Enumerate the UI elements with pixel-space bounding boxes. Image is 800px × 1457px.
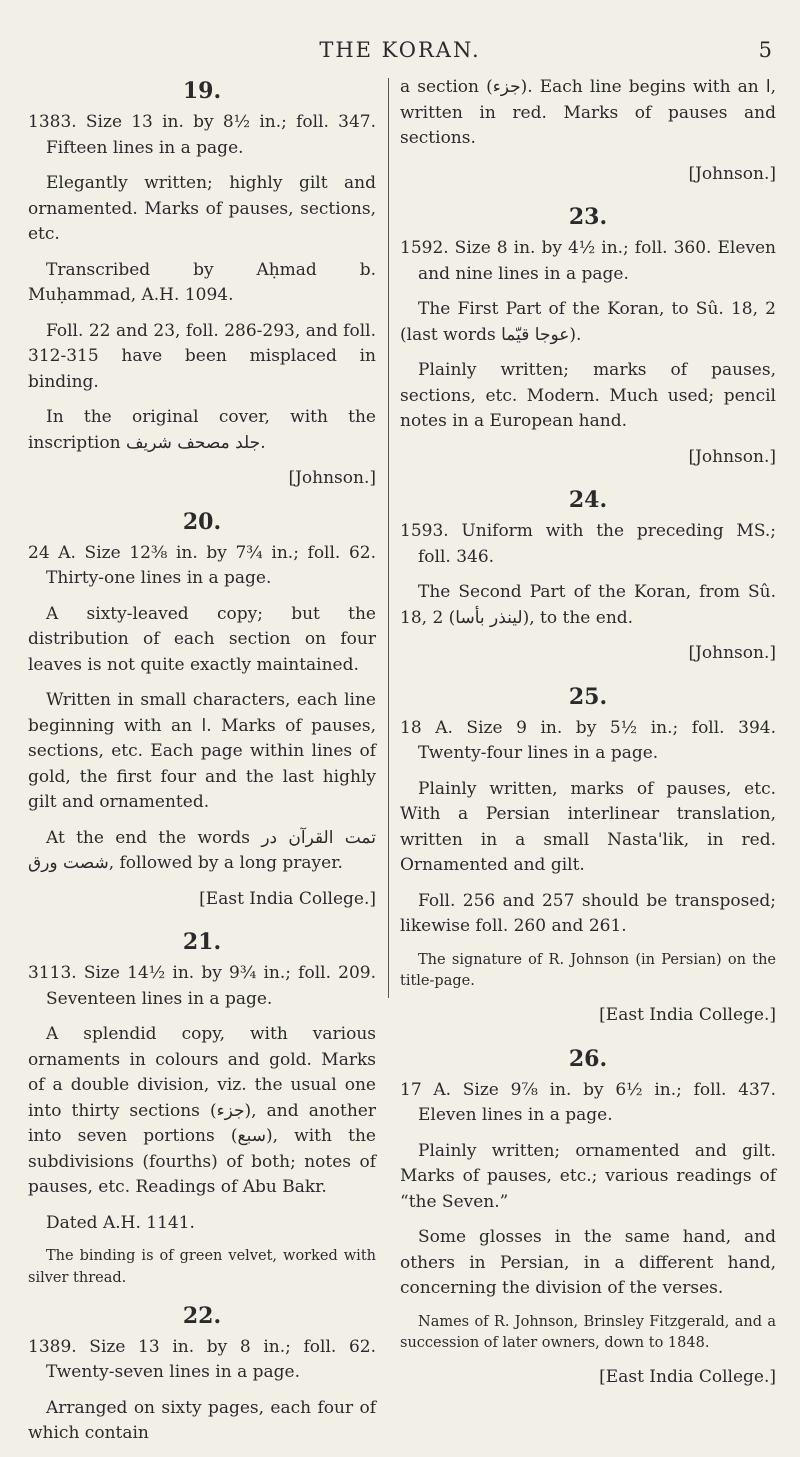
entry-number: 19. [182, 78, 222, 104]
entry-spec: 1593. Uniform with the preceding MS.; foll. 346. [400, 521, 776, 567]
source-label: [Johnson.] [688, 446, 776, 467]
entry-number: 21. [182, 929, 222, 955]
entry-text: Dated A.H. 1141. [46, 1212, 195, 1233]
entry-text: A splendid copy, with various ornaments in colours and gold. Marks of a double division, viz. the usual one into thirty sections (جزء), and another into seven portions (سبع), with the subdivisions (fourths) of both; notes of pauses, etc. Readings of Abu Bakr. [28, 1024, 376, 1197]
entry-spec: 17 A. Size 9⅞ in. by 6½ in.; foll. 437. Eleven lines in a page. [400, 1079, 776, 1125]
entry-text: The First Part of the Koran, to Sû. 18, 2 (last words عوجا قيّما). [400, 299, 776, 345]
entry-text: Foll. 256 and 257 should be transposed; likewise foll. 260 and 261. [400, 890, 776, 936]
entry-spec: 1383. Size 13 in. by 8½ in.; foll. 347. Fifteen lines in a page. [28, 112, 376, 158]
left-column [28, 75, 376, 1457]
entry-text: Written in small characters, each line beginning with an ا. Marks of pauses, sections, etc. Each page within lines of gold, the first four and the last highly gilt and ornamented. [28, 690, 376, 812]
column-divider [388, 78, 389, 998]
entry-number: 25. [568, 683, 608, 710]
entry-spec: 3113. Size 14½ in. by 9¾ in.; foll. 209. Seventeen lines in a page. [28, 963, 376, 1009]
entry-text: a section (جزء). Each line begins with an ا, written in red. Marks of pauses and sections. [400, 77, 776, 148]
entry-text: Plainly written; ornamented and gilt. Marks of pauses, etc.; various readings of “the Seven.” [400, 1140, 776, 1212]
entry-spec: 1389. Size 13 in. by 8 in.; foll. 62. Twenty-seven lines in a page. [28, 1336, 376, 1382]
source-label: [East India College.] [599, 1367, 776, 1387]
entry-note: Names of R. Johnson, Brinsley Fitzgerald, and a succession of later owners, down to 1848. [400, 1313, 776, 1352]
entry-text: Arranged on sixty pages, each four of which contain [28, 1397, 376, 1443]
entry-number: 26. [568, 1045, 608, 1072]
entry-text: Transcribed by Aḥmad b. Muḥammad, A.H. 1094. [28, 259, 376, 305]
entry-text: A sixty-leaved copy; but the distribution of each section on four leaves is not quite exactly maintained. [28, 603, 376, 675]
entry-note: The signature of R. Johnson (in Persian) on the title-page. [400, 951, 776, 990]
entry-text: At the end the words تمت القرآن در شصت ورق, followed by a long prayer. [28, 827, 376, 873]
source-label: [East India College.] [599, 1005, 776, 1025]
source-label: [East India College.] [199, 888, 376, 909]
source-label: [Johnson.] [688, 163, 776, 184]
entry-note: The binding is of green velvet, worked with silver thread. [28, 1248, 376, 1286]
entry-number: 24. [568, 487, 608, 513]
entry-text: Plainly written, marks of pauses, etc. With a Persian interlinear translation, written in a small Nasta'lik, in red. Ornamented and gilt. [400, 778, 776, 875]
source-label: [Johnson.] [688, 643, 776, 663]
entry-number: 23. [568, 204, 608, 230]
page-header [0, 38, 800, 68]
entry-text: Elegantly written; highly gilt and ornamented. Marks of pauses, sections, etc. [28, 173, 376, 244]
entry-text: Foll. 22 and 23, foll. 286-293, and foll. 312-315 have been misplaced in binding. [28, 320, 376, 392]
entry-spec: 18 A. Size 9 in. by 5½ in.; foll. 394. Twenty-four lines in a page. [400, 717, 776, 763]
page-number: 5 [758, 38, 772, 62]
entry-number: 22. [182, 1302, 222, 1329]
entry-spec: 24 A. Size 12⅜ in. by 7¾ in.; foll. 62. Thirty-one lines in a page. [28, 542, 376, 588]
running-title: THE KORAN. [319, 38, 481, 62]
entry-number: 20. [182, 508, 222, 535]
entry-text: The Second Part of the Koran, from Sû. 18, 2 (لينذر بأسا), to the end. [400, 582, 776, 628]
entry-text: Some glosses in the same hand, and others in Persian, in a different hand, concerning the division of the verses. [400, 1227, 776, 1298]
right-column [400, 75, 776, 1405]
entry-text: In the original cover, with the inscription جلد مصحف شريف. [28, 407, 376, 453]
entry-spec: 1592. Size 8 in. by 4½ in.; foll. 360. Eleven and nine lines in a page. [400, 238, 776, 284]
source-label: [Johnson.] [288, 468, 376, 488]
entry-text: Plainly written; marks of pauses, sections, etc. Modern. Much used; pencil notes in a European hand. [400, 360, 776, 431]
